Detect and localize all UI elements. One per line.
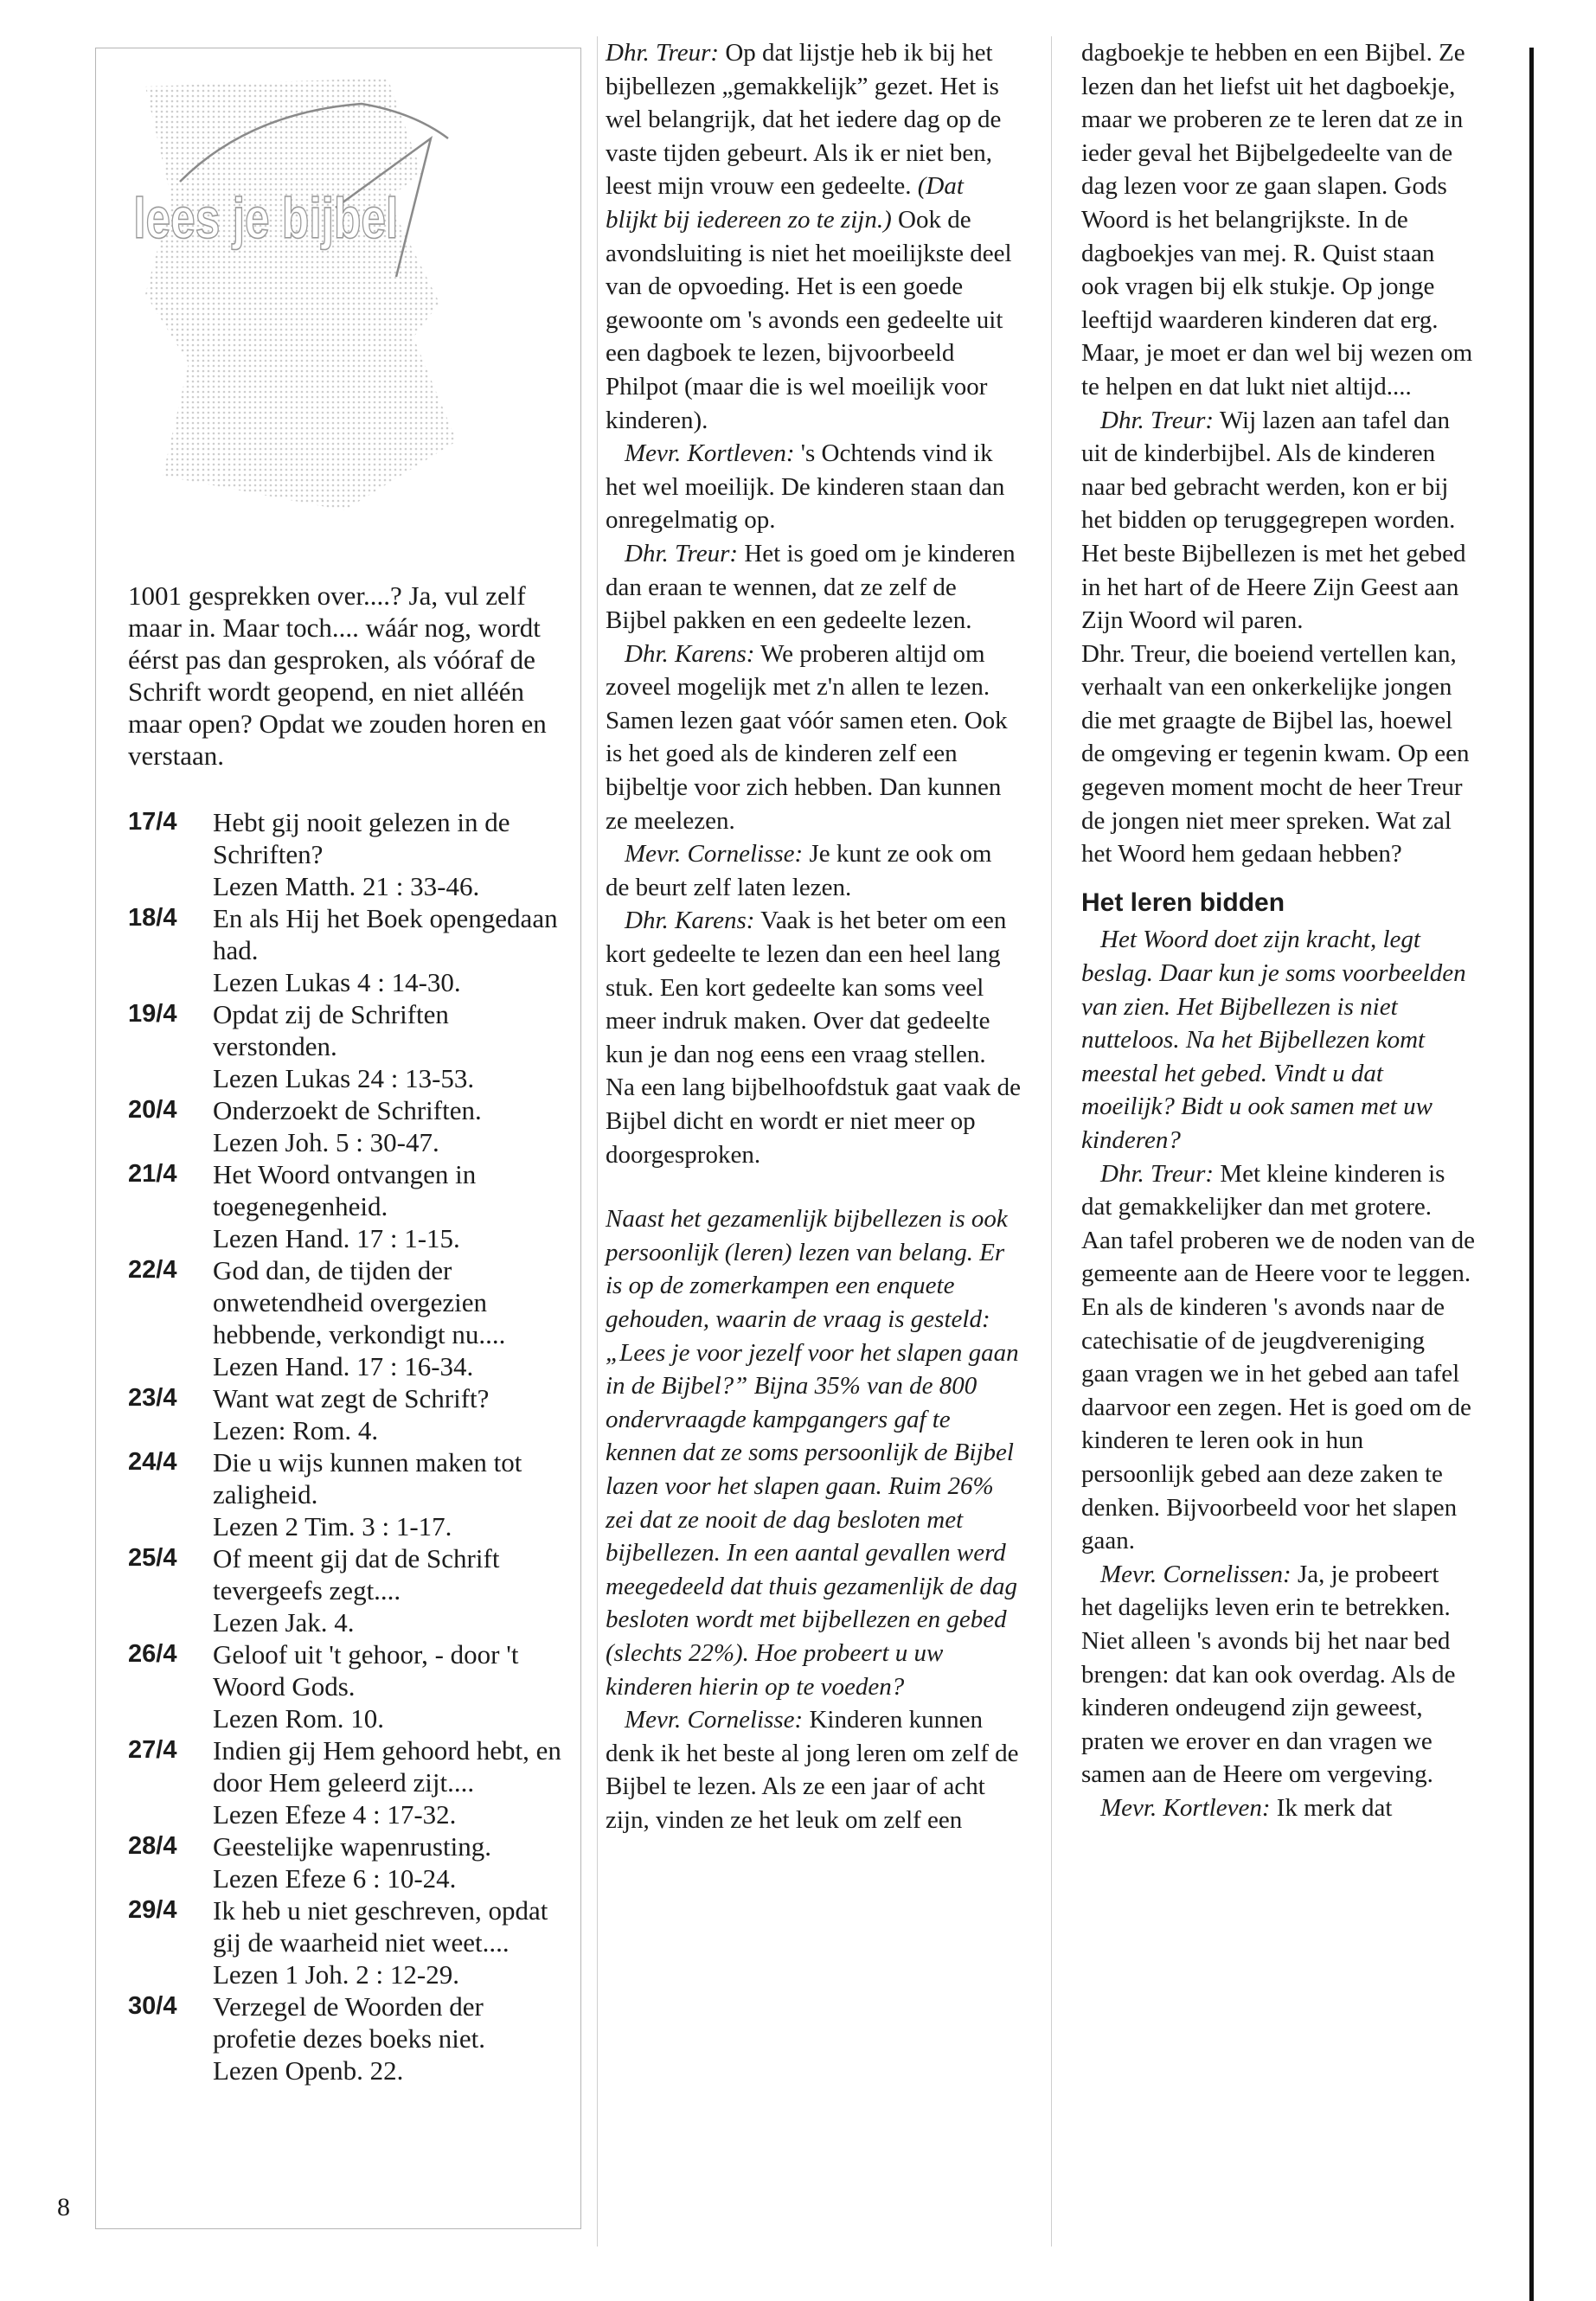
entry-date: 20/4 xyxy=(128,1096,177,1124)
reading-entry xyxy=(128,1734,565,1830)
column-divider xyxy=(1051,36,1052,2247)
entry-reference: Lezen: Rom. 4. xyxy=(213,1415,379,1445)
intro-text: 1001 gesprekken over....? Ja, vul zelf maar in. Maar toch.... wáár nog, wordt éérst pas dan gesproken, als vóóraf de Schrift wordt geopend, en niet alléén maar open? Opdat we zouden horen en verstaan. xyxy=(128,580,547,771)
entry-date: 29/4 xyxy=(128,1896,177,1924)
aside-text: (Dat blijkt bij iedereen zo te zijn.) xyxy=(606,172,964,234)
page-edge xyxy=(1529,48,1534,2301)
reading-entry xyxy=(128,1382,565,1446)
reading-entry xyxy=(128,1542,565,1638)
speaker-label: Dhr. Treur: xyxy=(625,539,739,567)
reading-entry xyxy=(128,1254,565,1382)
speaker-label: Dhr. Treur: xyxy=(1100,406,1215,434)
reading-entry xyxy=(128,1990,565,2086)
column-divider xyxy=(597,36,598,2247)
page-number: 8 xyxy=(57,2193,70,2221)
interview-column-3 xyxy=(1081,36,1475,1824)
entry-reference: Lezen Matth. 21 : 33-46. xyxy=(213,871,480,901)
reading-entry xyxy=(128,1158,565,1254)
paragraph: 's Ochtends vind ik het wel moeilijk. De kinderen staan dan onregelmatig op. xyxy=(606,439,1005,535)
entry-reference: Lezen Joh. 5 : 30-47. xyxy=(213,1127,439,1157)
entry-reference: Lezen Openb. 22. xyxy=(213,2055,404,2086)
entry-date: 28/4 xyxy=(128,1832,177,1860)
paragraph: We proberen altijd om zoveel mogelijk met z'n allen te lezen. Samen lezen gaat vóór samen eten. Ook is het goed als de kinderen zelf een bijbeltje voor zich hebben. Dan kunnen ze meelezen. xyxy=(606,639,1008,835)
entry-text: En als Hij het Boek opengedaan had. xyxy=(213,903,558,965)
entry-text: Hebt gij nooit gelezen in de Schriften? xyxy=(213,807,510,869)
entry-date: 21/4 xyxy=(128,1160,177,1188)
entry-reference: Lezen Rom. 10. xyxy=(213,1703,385,1734)
reading-entry xyxy=(128,1830,565,1894)
entry-reference: Lezen 1 Joh. 2 : 12-29. xyxy=(213,1959,459,1990)
entry-reference: Lezen 2 Tim. 3 : 1-17. xyxy=(213,1511,452,1541)
entry-text: Het Woord ontvangen in toegenegenheid. xyxy=(213,1159,477,1221)
paragraph: Op dat lijstje heb ik bij het bijbellezen „gemakkelijk” gezet. Het is wel belangrijk, dat het iedere dag op de vaste tijden gebeurt. Als ik er niet ben, leest mijn vrouw een gedeelte. xyxy=(606,39,1002,201)
entry-text: Verzegel de Woorden der profetie dezes boeks niet. xyxy=(213,1991,486,2054)
speaker-label: Mevr. Cornelisse: xyxy=(625,840,804,868)
paragraph: Kinderen kunnen denk ik het beste al jong leren om zelf de Bijbel te lezen. Als ze een jaar of acht zijn, vinden ze het leuk om zelf een xyxy=(606,1706,1019,1834)
entry-date: 27/4 xyxy=(128,1736,177,1764)
entry-text: Of meent gij dat de Schrift tevergeefs zegt.... xyxy=(213,1543,500,1606)
entry-reference: Lezen Hand. 17 : 1-15. xyxy=(213,1223,460,1253)
reading-entry xyxy=(128,1638,565,1734)
entry-reference: Lezen Lukas 24 : 13-53. xyxy=(213,1063,475,1093)
entry-text: Opdat zij de Schriften verstonden. xyxy=(213,999,449,1061)
entry-date: 30/4 xyxy=(128,1992,177,2020)
entry-reference: Lezen Efeze 4 : 17-32. xyxy=(213,1799,457,1830)
entry-date: 18/4 xyxy=(128,904,177,932)
interview-column-2 xyxy=(606,36,1021,1836)
speaker-label: Dhr. Karens: xyxy=(625,907,755,935)
survey-text: Naast het gezamenlijk bijbellezen is ook persoonlijk (leren) lezen van belang. Er is op de zomerkampen een enquete gehouden, waarin de vraag is gesteld: „Lees je voor jezelf voor het slapen gaan in de Bijbel?” Bijna 35% van de 800 ondervraagde kampgangers gaf te kennen dat ze soms persoonlijk de Bijbel lazen voor het slapen gaan. Ruim 26% zei dat ze nooit de dag besloten met bijbellezen. In een aantal gevallen werd meegedeeld dat thuis gezamenlijk de dag besloten wordt met bijbellezen en gebed (slechts 22%). Hoe probeert u uw kinderen hierin op te voeden? xyxy=(606,1205,1019,1701)
reading-entry xyxy=(128,1094,565,1158)
entry-reference: Lezen Lukas 4 : 14-30. xyxy=(213,967,461,997)
reading-entry xyxy=(128,806,565,902)
lees-je-bijbel-logo xyxy=(128,78,535,519)
entry-date: 23/4 xyxy=(128,1384,177,1412)
entry-text: Die u wijs kunnen maken tot zaligheid. xyxy=(213,1447,522,1509)
speaker-label: Mevr. Cornelisse: xyxy=(625,1706,804,1734)
entry-reference: Lezen Efeze 6 : 10-24. xyxy=(213,1863,457,1894)
paragraph: Ik merk dat xyxy=(1276,1793,1393,1822)
entry-reference: Lezen Hand. 17 : 16-34. xyxy=(213,1351,474,1381)
entry-date: 22/4 xyxy=(128,1256,177,1284)
paragraph: Ook de avondsluiting is niet het moeilijkste deel van de opvoeding. Het is een goede gewoonte om 's avonds een gedeelte uit een dagboek te lezen, bijvoorbeeld Philpot (maar die is wel moeilijk voor kinderen). xyxy=(606,205,1012,434)
logo-text: lees je bijbel xyxy=(133,185,399,251)
speaker-label: Mevr. Cornelissen: xyxy=(1100,1560,1292,1588)
entry-date: 19/4 xyxy=(128,1000,177,1028)
speaker-label: Dhr. Treur: xyxy=(606,39,720,67)
reading-entry xyxy=(128,998,565,1094)
entry-date: 25/4 xyxy=(128,1544,177,1572)
reading-entry xyxy=(128,902,565,998)
reading-entry xyxy=(128,1894,565,1990)
entry-reference: Lezen Jak. 4. xyxy=(213,1607,355,1638)
speaker-label: Dhr. Karens: xyxy=(625,639,755,668)
entry-date: 24/4 xyxy=(128,1448,177,1476)
paragraph: Je kunt ze ook om de beurt zelf laten lezen. xyxy=(606,840,992,901)
speaker-label: Dhr. Treur: xyxy=(1100,1159,1215,1188)
entry-text: Ik heb u niet geschreven, opdat gij de waarheid niet weet.... xyxy=(213,1895,548,1958)
speaker-label: Mevr. Kortleven: xyxy=(1100,1793,1271,1822)
reading-entry xyxy=(128,1446,565,1542)
paragraph: Ja, je probeert het dagelijks leven erin te betrekken. Niet alleen 's avonds bij het naar bed brengen: dat kan ook overdag. Als de kinderen ondeugend zijn geweest, praten we erover en dan vragen we samen aan de Heere om vergeving. xyxy=(1081,1560,1456,1789)
paragraph: Wij lazen aan tafel dan uit de kinderbijbel. Als de kinderen naar bed gebracht werden, kon er bij het bidden op teruggegrepen worden. Het beste Bijbellezen is met het gebed in het hart of de Heere Zijn Geest aan Zijn Woord wil paren. xyxy=(1081,406,1466,635)
reading-list xyxy=(128,806,565,2086)
paragraph: dagboekje te hebben en een Bijbel. Ze lezen dan het liefst uit het dagboekje, maar we proberen ze te leren dat ze in ieder geval het Bijbelgedeelte van de dag lezen voor ze gaan slapen. Gods Woord is het belangrijkste. In de dagboekjes van mej. R. Quist staan ook vragen bij elk stukje. Op jonge leeftijd waarderen kinderen dat erg. Maar, je moet er dan wel bij wezen om te helpen en dat lukt niet altijd.... xyxy=(1081,39,1473,401)
speaker-label: Mevr. Kortleven: xyxy=(625,439,795,468)
paragraph: Het is goed om je kinderen dan eraan te wennen, dat ze zelf de Bijbel pakken en een gedeelte lezen. xyxy=(606,539,1016,635)
reading-plan-column xyxy=(128,580,565,2086)
entry-date: 26/4 xyxy=(128,1640,177,1668)
entry-text: Want wat zegt de Schrift? xyxy=(213,1383,490,1413)
entry-text: Onderzoekt de Schriften. xyxy=(213,1095,482,1125)
paragraph: Vaak is het beter om een kort gedeelte te lezen dan een heel lang stuk. Een kort gedeelte kan soms veel meer indruk maken. Over dat gedeelte kun je dan nog eens een vraag stellen. Na een lang bijbelhoofdstuk gaat vaak de Bijbel dicht en wordt er niet meer op doorgesproken. xyxy=(606,907,1021,1169)
paragraph: Dhr. Treur, die boeiend vertellen kan, verhaalt van een onkerkelijke jongen die met graagte de Bijbel las, hoewel de omgeving er tegenin kwam. Op een gegeven moment mocht de heer Treur de jongen niet meer spreken. Wat zal het Woord hem gedaan hebben? xyxy=(1081,639,1470,868)
entry-text: Geestelijke wapenrusting. xyxy=(213,1831,491,1862)
entry-date: 17/4 xyxy=(128,808,177,836)
paragraph: Met kleine kinderen is dat gemakkelijker dan met grotere. Aan tafel proberen we de noden van de gemeente aan de Heere voor te leggen. En als de kinderen 's avonds naar de catechisatie of de jeugdvereniging gaan vragen we in het gebed aan tafel daarvoor een zegen. Het is goed om de kinderen te leren ook in hun persoonlijk gebed aan deze zaken te denken. Bijvoorbeeld voor het slapen gaan. xyxy=(1081,1159,1475,1555)
entry-text: Indien gij Hem gehoord hebt, en door Hem geleerd zijt.... xyxy=(213,1735,561,1798)
section-intro: Het Woord doet zijn kracht, legt beslag. Daar kun je soms voorbeelden van zien. Het Bijbellezen is niet nutteloos. Na het Bijbellezen komt meestal het gebed. Vindt u dat moeilijk? Bidt u ook samen met uw kinderen? xyxy=(1081,926,1466,1154)
entry-text: Geloof uit 't gehoor, - door 't Woord Gods. xyxy=(213,1639,519,1702)
section-heading: Het leren bidden xyxy=(1081,888,1285,917)
entry-text: God dan, de tijden der onwetendheid overgezien hebbende, verkondigt nu.... xyxy=(213,1255,506,1349)
